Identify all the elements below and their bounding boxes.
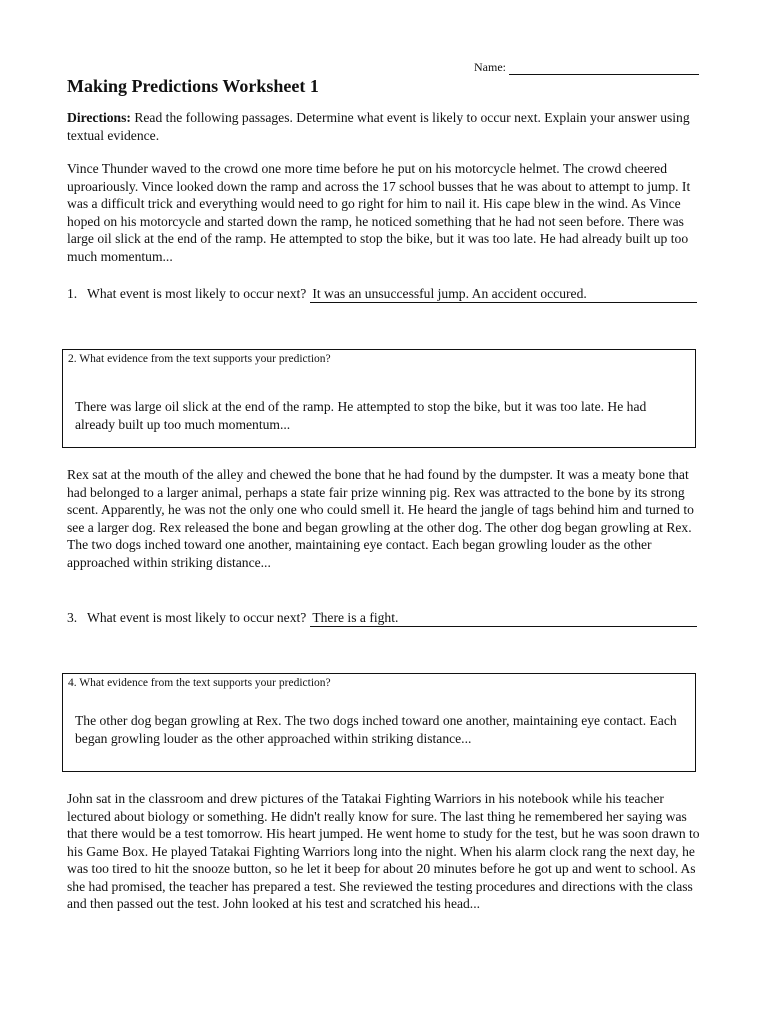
worksheet-title: Making Predictions Worksheet 1 bbox=[67, 76, 319, 96]
question-3-text: What event is most likely to occur next? bbox=[87, 610, 307, 625]
evidence-box-2-prompt: 2. What evidence from the text supports your prediction? bbox=[68, 353, 331, 365]
question-1-number: 1. bbox=[67, 286, 78, 301]
evidence-box-4-answer: The other dog began growling at Rex. The two dogs inched toward one another, maintaining eye contact. Each began growling louder as the other approached within striking distance... bbox=[75, 713, 677, 746]
question-1-answer[interactable]: It was an unsuccessful jump. An accident occured. bbox=[310, 285, 697, 303]
name-field bbox=[474, 60, 699, 75]
question-1-text: What event is most likely to occur next? bbox=[87, 286, 307, 301]
question-3-number: 3. bbox=[67, 610, 78, 625]
evidence-box-2-answer: There was large oil slick at the end of the ramp. He attempted to stop the bike, but it was too late. He had already built up too much momentum... bbox=[75, 399, 647, 432]
passage-2: Rex sat at the mouth of the alley and chewed the bone that he had found by the dumpster. It was a meaty bone that had belonged to a larger animal, perhaps a state fair prize winning pig. Rex was attracted to the bone by its strong scent. Apparently, he was not the only one who could smell it. He heard the jangle of tags behind him and turned to see a larger dog. Rex released the bone and began growling at the other dog. The other dog began growling at Rex. The two dogs inched toward one another, maintaining eye contact. Each began growling louder as the other approached within striking distance... bbox=[67, 467, 694, 570]
evidence-box-4-prompt: 4. What evidence from the text supports your prediction? bbox=[68, 677, 331, 689]
question-1 bbox=[67, 285, 697, 303]
name-line[interactable] bbox=[509, 62, 699, 75]
passage-3: John sat in the classroom and drew pictures of the Tatakai Fighting Warriors in his notebook while his teacher lectured about biology or something. He didn't really know for sure. The last thing he remembered her saying was that there would be a test tomorrow. His heart jumped. He went home to study for the test, but he was soon drawn to his Game Box. He played Tatakai Fighting Warriors long into the night. When his alarm clock rang the next day, he was too tired to hit the snooze button, so he let it beep for about 20 minutes before he got up and went to school. As she had promised, the teacher has prepared a test. She reviewed the testing procedures and directions with the class and then passed out the test. John looked at his test and scratched his head... bbox=[67, 791, 700, 911]
question-3-answer[interactable]: There is a fight. bbox=[310, 609, 697, 627]
evidence-box-4[interactable] bbox=[62, 673, 696, 772]
name-label: Name: bbox=[474, 60, 506, 74]
directions bbox=[67, 109, 707, 144]
directions-text: Read the following passages. Determine what event is likely to occur next. Explain your answer using textual evidence. bbox=[67, 110, 690, 143]
evidence-box-2[interactable] bbox=[62, 349, 696, 448]
directions-label: Directions: bbox=[67, 110, 131, 125]
question-3 bbox=[67, 609, 697, 627]
passage-1: Vince Thunder waved to the crowd one more time before he put on his motorcycle helmet. The crowd cheered uproariously. Vince looked down the ramp and across the 17 school busses that he was about to attempt to jump. It was a difficult trick and everything would need to go right for him to nail it. His cape blew in the wind. As Vince hoped on his motorcycle and started down the ramp, he noticed something that he had not seen before. There was large oil slick at the end of the ramp. He attempted to stop the bike, but it was too late. He had already built up too much momentum... bbox=[67, 161, 691, 264]
